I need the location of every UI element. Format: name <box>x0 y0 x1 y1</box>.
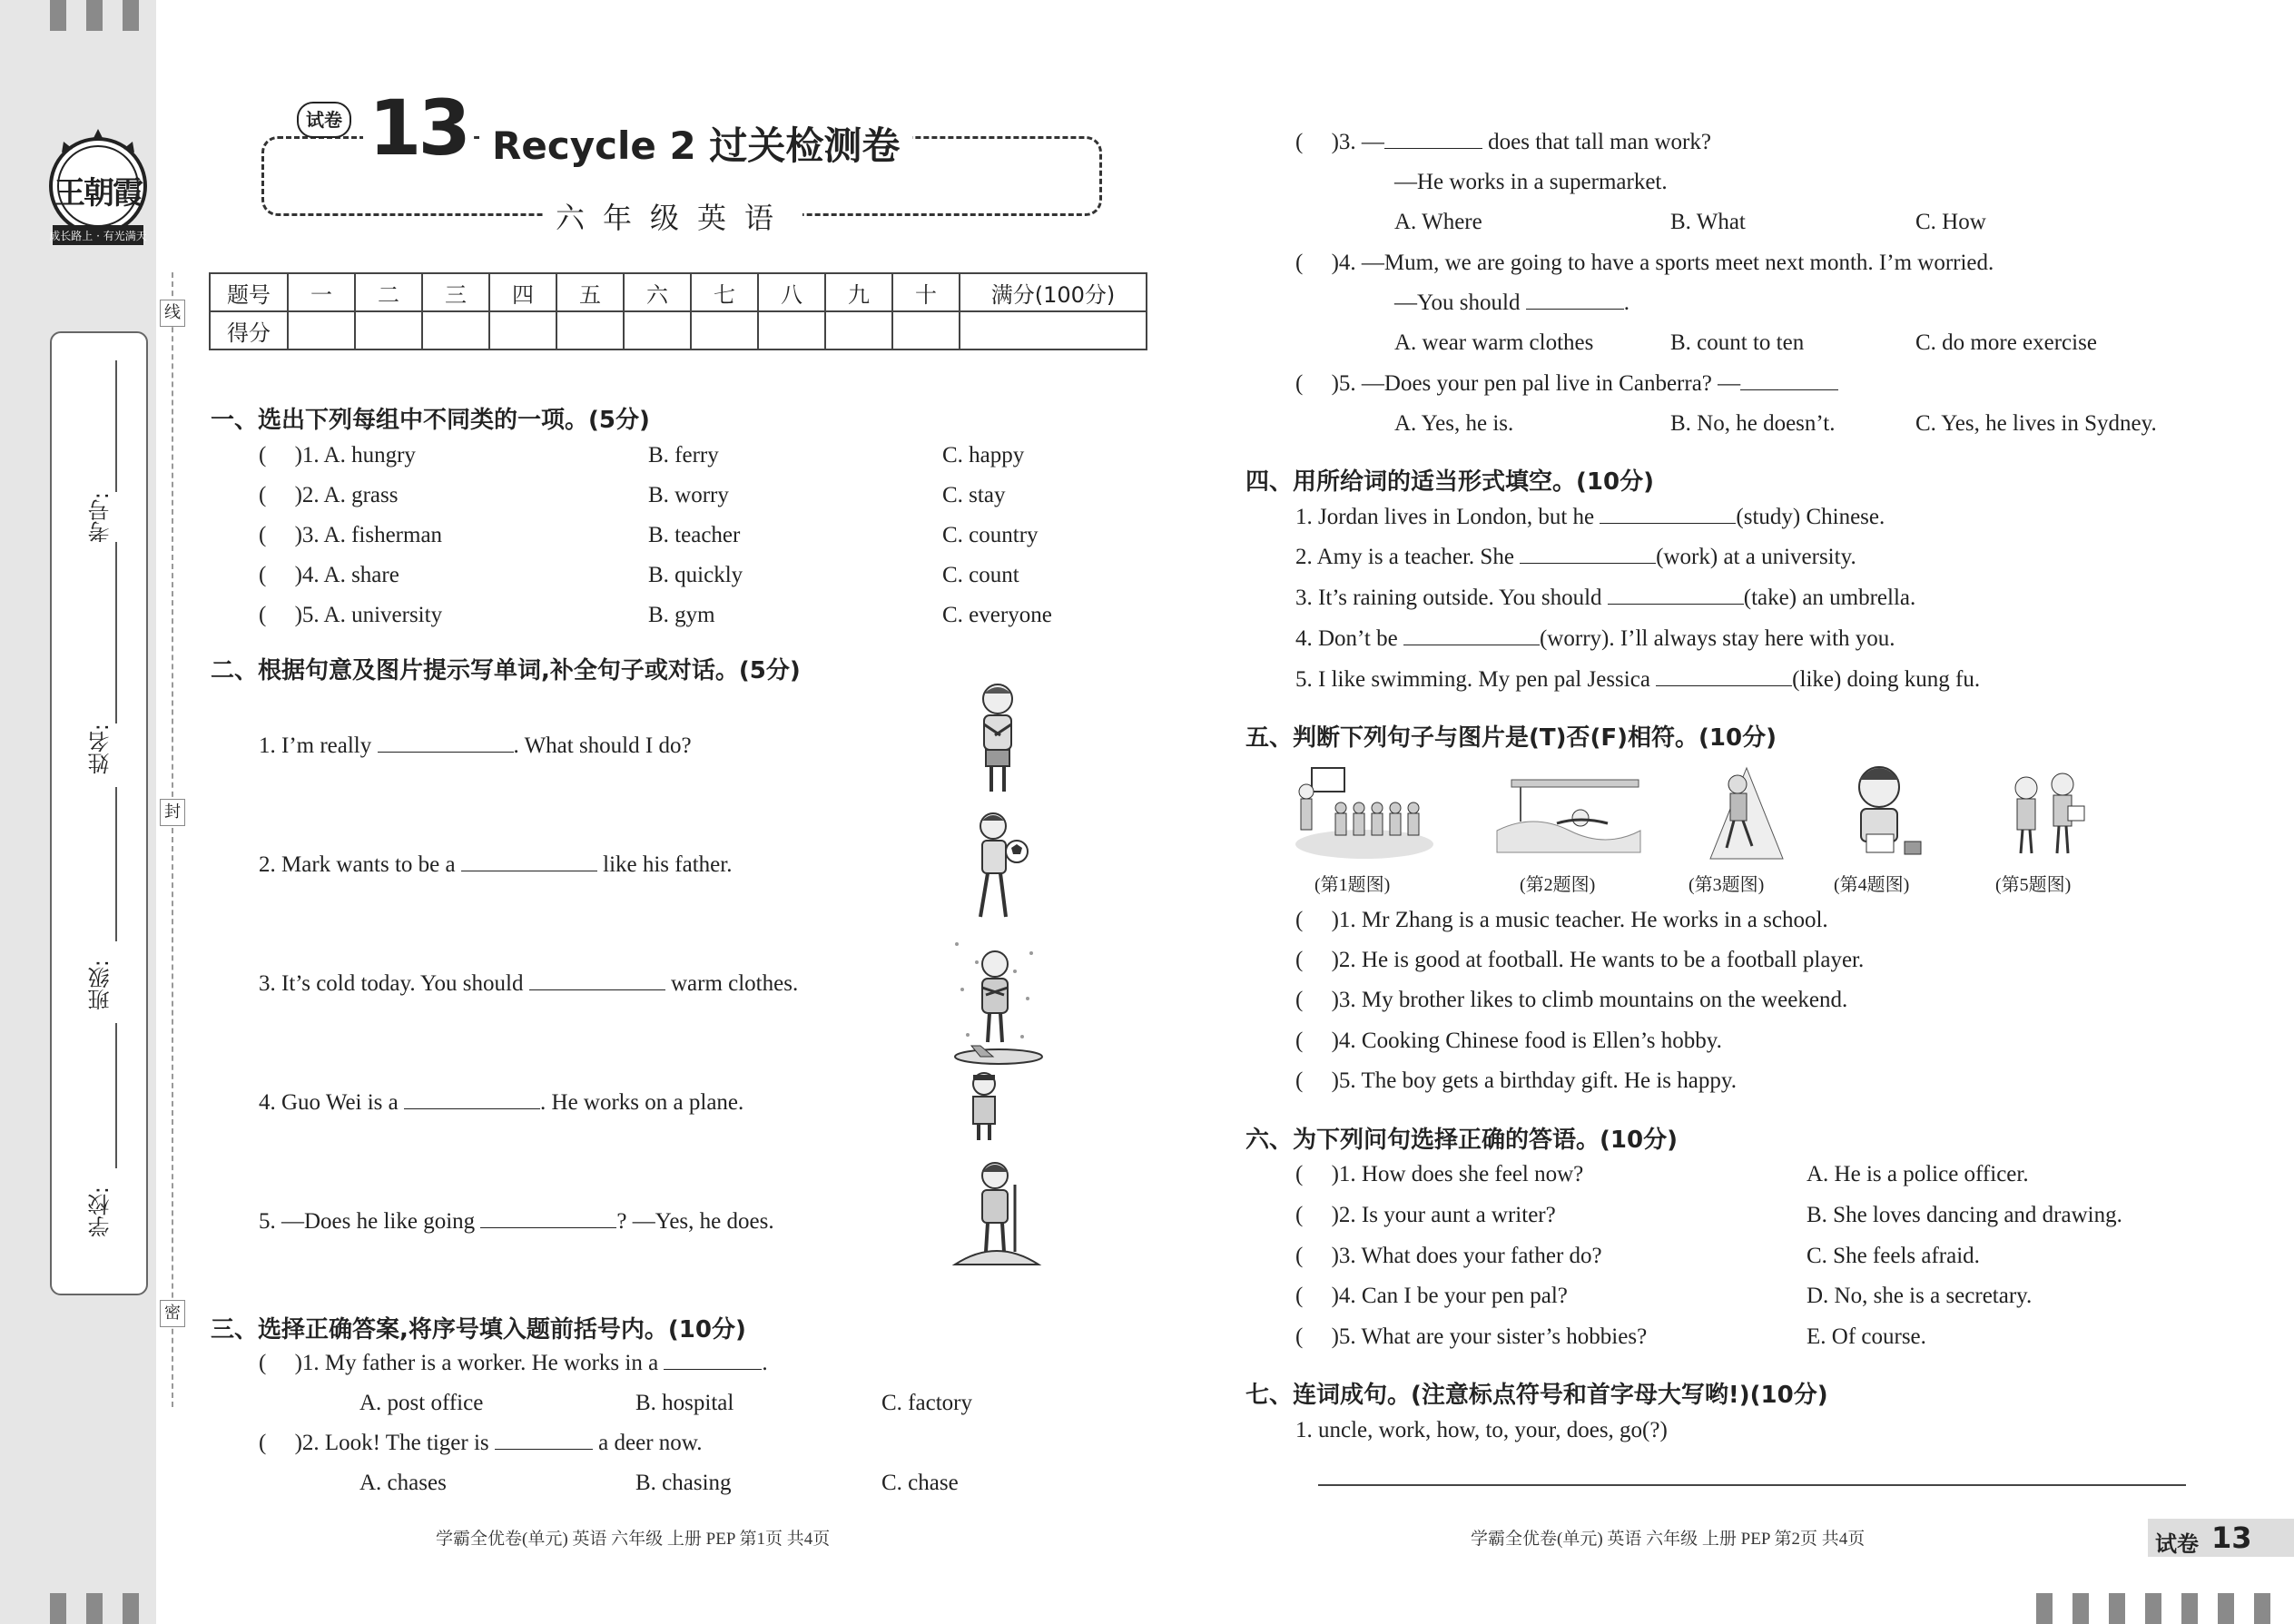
score-input[interactable] <box>556 311 624 349</box>
option-b: B. quickly <box>648 563 743 587</box>
score-cell: 九 <box>825 273 892 311</box>
question-text: 4. Guo Wei is a <box>259 1090 399 1115</box>
option-a: A. Where <box>1394 210 1482 234</box>
question-text: 3. It’s cold today. You should <box>259 971 524 996</box>
answer-blank[interactable] <box>1656 667 1792 686</box>
score-table <box>209 272 1147 350</box>
question-text: )3. My brother likes to climb mountains on the weekend. <box>1331 988 1848 1012</box>
list-item <box>259 971 798 997</box>
list-item <box>1394 290 1629 316</box>
option-a: A. Yes, he is. <box>1394 411 1514 436</box>
option-b: B. teacher <box>648 523 741 547</box>
test-tag-label: 试卷 <box>2155 1531 2199 1557</box>
list-item: ( )1. My father is a worker. He works in a . <box>259 1351 768 1375</box>
score-header-row <box>210 273 1147 311</box>
strip-tick <box>2218 1593 2234 1624</box>
question-text: )4. Can I be your pen pal? <box>1331 1284 1568 1308</box>
question-text: )5. —Does your pen pal live in Canberra? — <box>1331 371 1741 396</box>
question-text: —You should <box>1394 290 1521 315</box>
score-input[interactable] <box>758 311 825 349</box>
score-cell: 七 <box>691 273 758 311</box>
question-text: ? —Yes, he does. <box>616 1209 774 1234</box>
list-item: 1. uncle, work, how, to, your, does, go(?) <box>1295 1418 1668 1442</box>
option-c: C. country <box>942 523 1039 547</box>
test-tag-number: 13 <box>2211 1521 2252 1555</box>
test-badge: 试卷 <box>297 102 351 138</box>
list-item: ( )1. How does she feel now? <box>1295 1162 1584 1186</box>
question-text: 4. Don’t be <box>1295 626 1398 651</box>
class-label: 班级: <box>88 960 113 1011</box>
strip-tick <box>50 0 66 31</box>
answer-blank[interactable] <box>1608 586 1744 605</box>
list-item: ( )1. Mr Zhang is a music teacher. He works in a school. <box>1295 908 1828 932</box>
option-a: A. chases <box>359 1471 447 1495</box>
answer-option: A. He is a police officer. <box>1807 1162 2029 1186</box>
question-text: )3. What does your father do? <box>1331 1244 1602 1268</box>
question-text: )3. — <box>1331 130 1384 154</box>
question-text: )2. A. grass <box>294 483 399 507</box>
answer-option: C. She feels afraid. <box>1807 1244 1980 1268</box>
option-b: B. hospital <box>635 1391 734 1415</box>
option-c: C. stay <box>942 483 1006 507</box>
student-info-box <box>50 331 148 1295</box>
section-heading: 五、判断下列句子与图片是(T)否(F)相符。(10分) <box>1245 724 1777 752</box>
question-text: 2. Mark wants to be a <box>259 852 456 877</box>
page-footer: 学霸全优卷(单元) 英语 六年级 上册 PEP 第1页 共4页 <box>436 1530 831 1549</box>
score-input[interactable] <box>288 311 355 349</box>
question-text: )4. A. share <box>294 563 399 587</box>
question-text: )1. A. hungry <box>294 443 416 468</box>
svg-text:成长路上 · 有光满天: 成长路上 · 有光满天 <box>49 230 147 242</box>
list-item <box>1295 505 1885 530</box>
score-input[interactable] <box>960 311 1147 349</box>
question-text: )1. How does she feel now? <box>1331 1162 1584 1186</box>
answer-blank[interactable] <box>1526 290 1624 310</box>
question-text: )2. He is good at football. He wants to be a football player. <box>1331 948 1865 972</box>
question-text: . <box>1623 290 1629 315</box>
answer-blank[interactable] <box>1600 505 1736 524</box>
answer-line[interactable] <box>1318 1484 2186 1486</box>
question-text: (work) at a university. <box>1656 545 1856 569</box>
option-b: B. ferry <box>648 443 719 468</box>
name-label: 姓名: <box>88 723 113 775</box>
score-cell: 五 <box>556 273 624 311</box>
answer-blank[interactable] <box>495 1431 593 1450</box>
picture-2-swimming <box>1493 767 1643 853</box>
answer-blank[interactable] <box>664 1351 762 1370</box>
list-item: ( )2. Look! The tiger is a deer now. <box>259 1431 703 1455</box>
option-c: C. count <box>942 563 1019 587</box>
question-text: 2. Amy is a teacher. She <box>1295 545 1514 569</box>
question-text: warm clothes. <box>670 971 799 996</box>
cold-boy-picture <box>950 935 1040 1053</box>
score-cell: 三 <box>422 273 489 311</box>
option-b: B. What <box>1670 210 1746 234</box>
picture-caption: (第2题图) <box>1520 875 1596 895</box>
strip-tick <box>2036 1593 2053 1624</box>
question-text: )1. Mr Zhang is a music teacher. He works in a school. <box>1331 908 1828 932</box>
logo-text: 王朝霞 <box>54 175 142 212</box>
answer-blank[interactable] <box>529 971 665 990</box>
list-item <box>259 1090 743 1116</box>
question-text: 1. I’m really <box>259 733 372 758</box>
option-c: C. Yes, he lives in Sydney. <box>1915 411 2157 436</box>
list-item: ( )4. A. share <box>259 563 399 587</box>
list-item: ( )2. Is your aunt a writer? <box>1295 1203 1556 1227</box>
list-item <box>1295 545 1856 570</box>
question-text: 1. Jordan lives in London, but he <box>1295 505 1595 529</box>
question-text: like his father. <box>603 852 733 877</box>
page-subtitle: 六年级英语 <box>545 195 802 237</box>
list-item: ( )5. The boy gets a birthday gift. He is happy. <box>1295 1068 1738 1093</box>
page-title: Recycle 2 过关检测卷 <box>479 116 912 171</box>
binding-dashed-line <box>172 272 173 1407</box>
score-cell: 六 <box>624 273 691 311</box>
answer-blank[interactable] <box>378 733 514 753</box>
section-heading: 三、选择正确答案,将序号填入题前括号内。(10分) <box>211 1316 746 1343</box>
answer-blank[interactable] <box>461 852 597 871</box>
score-cell: 一 <box>288 273 355 311</box>
score-input[interactable] <box>825 311 892 349</box>
option-c: C. do more exercise <box>1915 330 2097 355</box>
hungry-boy-picture <box>964 679 1031 797</box>
question-text: 3. It’s raining outside. You should <box>1295 586 1602 610</box>
list-item <box>1295 626 1895 652</box>
strip-tick <box>2145 1593 2161 1624</box>
score-cell: 得分 <box>210 311 288 349</box>
section-heading: 一、选出下列每组中不同类的一项。(5分) <box>211 407 650 434</box>
answer-blank[interactable] <box>1740 371 1838 390</box>
score-input[interactable] <box>691 311 758 349</box>
page-footer: 学霸全优卷(单元) 英语 六年级 上册 PEP 第2页 共4页 <box>1471 1530 1866 1549</box>
answer-option: E. Of course. <box>1807 1324 1926 1349</box>
answer-blank[interactable] <box>1520 545 1656 564</box>
name-line <box>115 787 117 941</box>
strip-tick <box>2072 1593 2089 1624</box>
strip-tick <box>86 0 103 31</box>
picture-caption: (第3题图) <box>1689 875 1765 895</box>
binding-mark: 封 <box>160 799 185 826</box>
question-text: 5. I like swimming. My pen pal Jessica <box>1295 667 1650 692</box>
strip-tick <box>50 1593 66 1624</box>
section-heading: 四、用所给词的适当形式填空。(10分) <box>1245 468 1654 496</box>
answer-blank[interactable] <box>1384 130 1482 149</box>
score-cell: 二 <box>355 273 422 311</box>
picture-4-boy-with-book <box>1834 758 1925 861</box>
score-cell: 四 <box>489 273 556 311</box>
strip-tick <box>2254 1593 2270 1624</box>
picture-caption: (第4题图) <box>1834 875 1910 895</box>
score-input[interactable] <box>624 311 691 349</box>
strip-tick <box>2109 1593 2125 1624</box>
fill-line <box>115 542 117 723</box>
question-text: (worry). I’ll always stay here with you. <box>1539 626 1895 651</box>
picture-3-climbing <box>1701 761 1792 861</box>
question-text: )4. —Mum, we are going to have a sports meet next month. I’m worried. <box>1331 251 1994 275</box>
question-text: )3. A. fisherman <box>294 523 443 547</box>
section-heading: 六、为下列问句选择正确的答语。(10分) <box>1245 1127 1678 1154</box>
list-item: ( )4. —Mum, we are going to have a sports meet next month. I’m worried. <box>1295 251 1994 275</box>
list-item: ( )4. Can I be your pen pal? <box>1295 1284 1568 1308</box>
question-text: )1. My father is a worker. He works in a <box>294 1351 659 1375</box>
question-text: does that tall man work? <box>1488 130 1711 154</box>
binding-mark: 密 <box>160 1300 185 1327</box>
score-input[interactable] <box>355 311 422 349</box>
score-input[interactable] <box>892 311 960 349</box>
class-line <box>115 1023 117 1168</box>
list-item <box>259 733 692 759</box>
picture-5-gift <box>1997 761 2097 861</box>
strip-tick <box>2181 1593 2198 1624</box>
question-text: —He works in a supermarket. <box>1394 170 1668 194</box>
list-item: ( )5. —Does your pen pal live in Canberra? — <box>1295 371 1838 397</box>
list-item: ( )1. A. hungry <box>259 443 416 468</box>
strip-tick <box>123 0 139 31</box>
list-item: ( )4. Cooking Chinese food is Ellen’s hobby. <box>1295 1029 1722 1053</box>
question-text: a deer now. <box>598 1431 703 1455</box>
option-b: B. count to ten <box>1670 330 1805 355</box>
option-b: B. worry <box>648 483 729 507</box>
list-item <box>259 1209 774 1235</box>
list-item: ( )3. My brother likes to climb mountains on the weekend. <box>1295 988 1848 1012</box>
strip-tick <box>86 1593 103 1624</box>
option-c: C. everyone <box>942 603 1052 627</box>
list-item: ( )2. A. grass <box>259 483 399 507</box>
question-text: . <box>762 1351 768 1375</box>
picture-1-teacher-students <box>1294 761 1434 861</box>
option-c: C. factory <box>881 1391 972 1415</box>
pilot-picture <box>944 1044 1049 1144</box>
list-item <box>259 852 732 878</box>
option-c: C. happy <box>942 443 1025 468</box>
score-input[interactable] <box>422 311 489 349</box>
option-a: A. wear warm clothes <box>1394 330 1594 355</box>
section-heading: 二、根据句意及图片提示写单词,补全句子或对话。(5分) <box>211 657 801 684</box>
question-text: . What should I do? <box>513 733 692 758</box>
question-text: )5. What are your sister’s hobbies? <box>1331 1324 1648 1349</box>
list-item <box>1295 667 1980 693</box>
football-boy-picture <box>960 808 1033 926</box>
question-text: (study) Chinese. <box>1736 505 1885 529</box>
score-input[interactable] <box>489 311 556 349</box>
option-b: B. chasing <box>635 1471 732 1495</box>
option-b: B. gym <box>648 603 715 627</box>
test-number: 13 <box>363 84 473 172</box>
exam-number-label: 考号: <box>88 492 113 544</box>
list-item: ( )5. A. university <box>259 603 443 627</box>
question-text: 5. —Does he like going <box>259 1209 476 1234</box>
score-cell: 满分(100分) <box>960 273 1147 311</box>
answer-option: D. No, she is a secretary. <box>1807 1284 2033 1308</box>
question-text: (take) an umbrella. <box>1743 586 1916 610</box>
question-text: )5. A. university <box>294 603 443 627</box>
question-text: . He works on a plane. <box>540 1090 744 1115</box>
answer-blank[interactable] <box>480 1209 616 1228</box>
list-item: ( )5. What are your sister’s hobbies? <box>1295 1324 1648 1349</box>
option-b: B. No, he doesn’t. <box>1670 411 1836 436</box>
picture-caption: (第1题图) <box>1314 875 1391 895</box>
question-text: )4. Cooking Chinese food is Ellen’s hobby. <box>1331 1029 1722 1053</box>
list-item <box>1295 586 1915 611</box>
answer-blank[interactable] <box>404 1090 540 1109</box>
option-c: C. chase <box>881 1471 959 1495</box>
list-item: ( )3. — does that tall man work? <box>1295 130 1711 154</box>
score-cell: 八 <box>758 273 825 311</box>
strip-tick <box>123 1593 139 1624</box>
list-item: ( )2. He is good at football. He wants to be a football player. <box>1295 948 1865 972</box>
school-label: 学校: <box>88 1186 113 1238</box>
score-input-row <box>210 311 1147 349</box>
answer-blank[interactable] <box>1403 626 1540 645</box>
picture-caption: (第5题图) <box>1995 875 2072 895</box>
question-text: )2. Look! The tiger is <box>294 1431 489 1455</box>
answer-option: B. She loves dancing and drawing. <box>1807 1203 2122 1227</box>
list-item: ( )3. A. fisherman <box>259 523 443 547</box>
hiking-boy-picture <box>951 1157 1042 1268</box>
binding-mark: 线 <box>160 300 185 327</box>
question-text: )5. The boy gets a birthday gift. He is happy. <box>1331 1068 1738 1093</box>
test-tag <box>2148 1519 2294 1557</box>
list-item: ( )3. What does your father do? <box>1295 1244 1602 1268</box>
score-cell: 题号 <box>210 273 288 311</box>
question-text: )2. Is your aunt a writer? <box>1331 1203 1556 1227</box>
section-heading: 七、连词成句。(注意标点符号和首字母大写哟!)(10分) <box>1245 1382 1828 1409</box>
question-text: (like) doing kung fu. <box>1792 667 1981 692</box>
score-cell: 十 <box>892 273 960 311</box>
exam-number-line <box>115 360 117 492</box>
option-a: A. post office <box>359 1391 484 1415</box>
option-c: C. How <box>1915 210 1986 234</box>
